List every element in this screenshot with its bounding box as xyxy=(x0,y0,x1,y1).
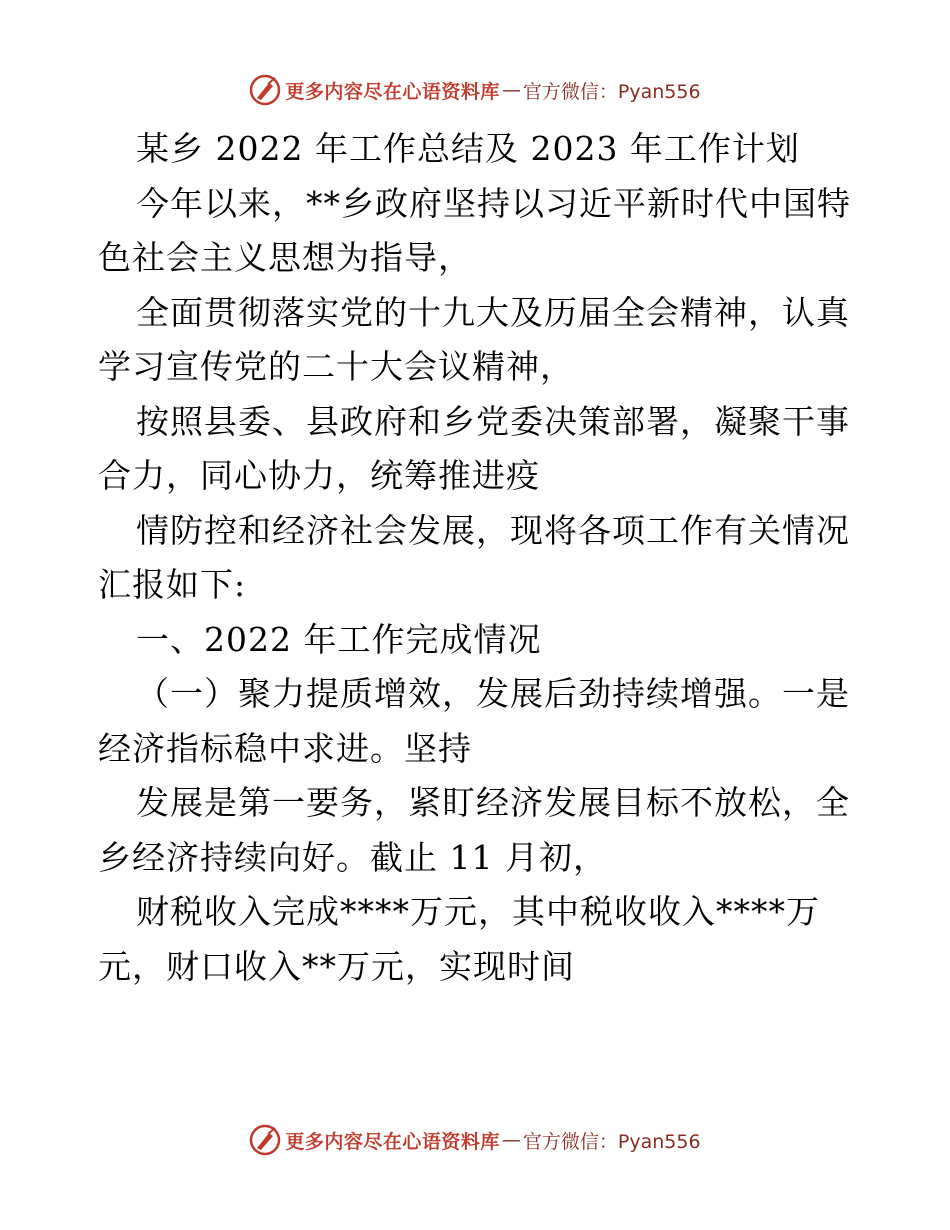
paragraph-line: 乡经济持续向好。截止 11 月初， xyxy=(98,837,607,877)
quill-logo-icon xyxy=(249,1124,281,1156)
paragraph-line: 经济指标稳中求进。坚持 xyxy=(98,728,472,768)
paragraph-line: 财税收入完成****万元，其中税收收入****万 xyxy=(136,892,820,931)
paragraph-line: 今年以来，**乡政府坚持以习近平新时代中国特 xyxy=(136,183,851,223)
quill-logo-icon xyxy=(249,74,281,106)
banner-dash: — xyxy=(501,1129,521,1151)
paragraph-line: 色社会主义思想为指导， xyxy=(98,238,472,277)
paragraph-line: 情防控和经济社会发展，现将各项工作有关情况 xyxy=(136,510,850,550)
paragraph-line: 发展是第一要务，紧盯经济发展目标不放松，全 xyxy=(136,783,850,822)
banner-dash: — xyxy=(501,79,521,101)
document-body xyxy=(98,122,858,994)
paragraph-line: 汇报如下: xyxy=(98,565,247,604)
document-title: 某乡 2022 年工作总结及 2023 年工作计划 xyxy=(136,129,800,168)
banner-contact-text: 官方微信：Pyan556 xyxy=(522,1130,701,1153)
banner-brand-text: 更多内容尽在心语资料库 xyxy=(285,1130,500,1153)
paragraph-line: 合力，同心协力，统筹推进疫 xyxy=(98,456,540,495)
header-banner xyxy=(0,70,950,110)
paragraph-line: 学习宣传党的二十大会议精神， xyxy=(98,347,574,386)
footer-banner xyxy=(0,1120,950,1160)
paragraph-line: 按照县委、县政府和乡党委决策部署，凝聚干事 xyxy=(136,401,850,441)
section-heading: 一、2022 年工作完成情况 xyxy=(136,619,542,659)
banner-contact-text: 官方微信：Pyan556 xyxy=(522,80,701,103)
subsection-heading: （一）聚力提质增效，发展后劲持续增强。一是 xyxy=(136,674,850,713)
paragraph-line: 元，财口收入**万元，实现时间 xyxy=(98,946,575,986)
banner-brand-text: 更多内容尽在心语资料库 xyxy=(285,80,500,103)
paragraph-line: 全面贯彻落实党的十九大及历届全会精神，认真 xyxy=(136,292,850,332)
